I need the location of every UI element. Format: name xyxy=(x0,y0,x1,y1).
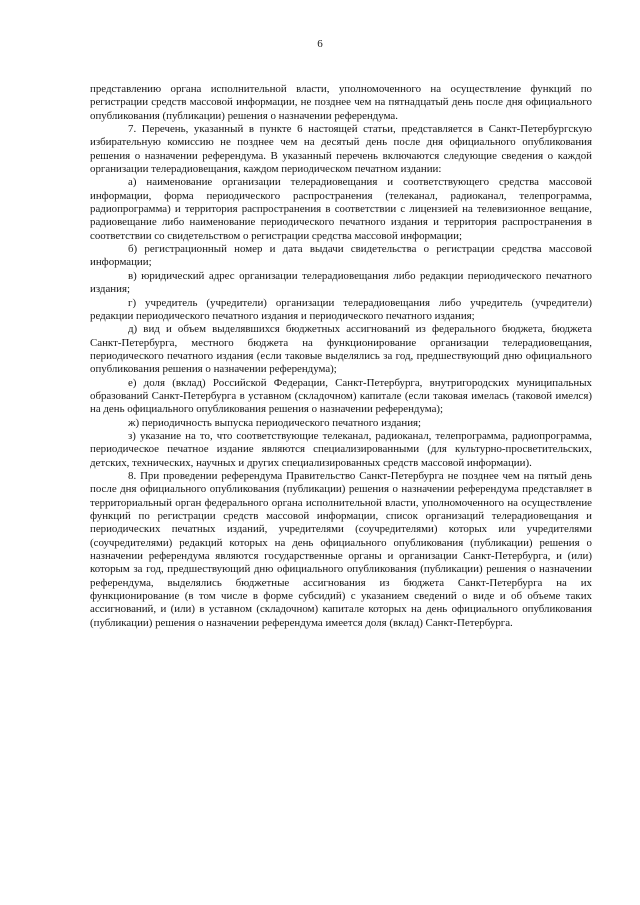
subparagraph-v: в) юридический адрес организации телерадиовещания либо редакции периодического печатного издания; xyxy=(90,269,592,296)
subparagraph-d: д) вид и объем выделявшихся бюджетных ассигнований из федерального бюджета, бюджета Санкт-Петербурга, местного бюджета на функционирование организации телерадиовещания, периодического печатного издания (если таковые выделялись за год, предшествующий дню официального опубликования решения о назначении референдума); xyxy=(90,323,592,376)
subparagraph-a: а) наименование организации телерадиовещания и соответствующего средства массовой информации, форма периодического распространения (телеканал, радиоканал, телепрограмма, радиопрограмма) и территория распространения в соответствии с лицензией на телевизионное вещание, радиовещание либо наименование периодического печатного издания и территория распространения в соответствии со свидетельством о регистрации средства массовой информации; xyxy=(90,176,592,242)
paragraph-continuation: представлению органа исполнительной власти, уполномоченного на осуществление функций по регистрации средств массовой информации, не позднее чем на пятнадцатый день после дня официального опубликования (публикации) решения о назначении референдума. xyxy=(90,83,592,122)
subparagraph-z: з) указание на то, что соответствующие телеканал, радиоканал, телепрограмма, радиопрограмма, периодическое печатное издание являются специализированными (для культурно-просветительских, детских, технических, научных и других специализированных средств массовой информации). xyxy=(90,429,592,469)
subparagraph-e: е) доля (вклад) Российской Федерации, Санкт-Петербурга, внутригородских муниципальных образований Санкт-Петербурга в уставном (складочном) капитале (если таковая имелась (таковой имелся) на день официального опубликования решения о назначении референдума); xyxy=(90,376,592,416)
page-number: 6 xyxy=(317,38,323,50)
paragraph-item-8: 8. При проведении референдума Правительство Санкт-Петербурга не позднее чем на пятый день после дня официального опубликования (публикации) решения о назначении референдума представляет в территориальный орган федерального органа исполнительной власти, уполномоченного на осуществление функций по регистрации средств массовой информации, список организаций телерадиовещания и периодических печатных изданий, учредителями (соучредителями) которых или учредителями (соучредителями) редакций которых на день официального опубликования (публикации) решения о назначении референдума являются государственные органы и организации Санкт-Петербурга, и (или) которым за год, предшествующий дню официального опубликования (публикации) решения о назначении референдума, выделялись бюджетные ассигнования из бюджета Санкт-Петербурга на их функционирование (в том числе в форме субсидий) с указанием сведений о виде и об объеме таких ассигнований, и (или) в уставном (складочном) капитале которых на день официального опубликования (публикации) решения о назначении референдума имеется доля (вклад) Санкт-Петербурга. xyxy=(90,469,592,629)
subparagraph-b: б) регистрационный номер и дата выдачи свидетельства о регистрации средства массовой информации; xyxy=(90,243,592,269)
subparagraph-g: г) учредитель (учредители) организации телерадиовещания либо учредитель (учредители) редакции периодического печатного издания и периодического печатного издания; xyxy=(90,296,592,322)
subparagraph-zh: ж) периодичность выпуска периодического печатного издания; xyxy=(128,416,422,429)
document-body xyxy=(90,83,592,630)
paragraph-item-7: 7. Перечень, указанный в пункте 6 настоящей статьи, представляется в Санкт-Петербургскую избирательную комиссию не позднее чем на десятый день после дня официального опубликования решения о назначении референдума. В указанный перечень включаются следующие сведения о каждой организации телерадиовещания, каждом периодическом печатном издании: xyxy=(90,123,592,176)
